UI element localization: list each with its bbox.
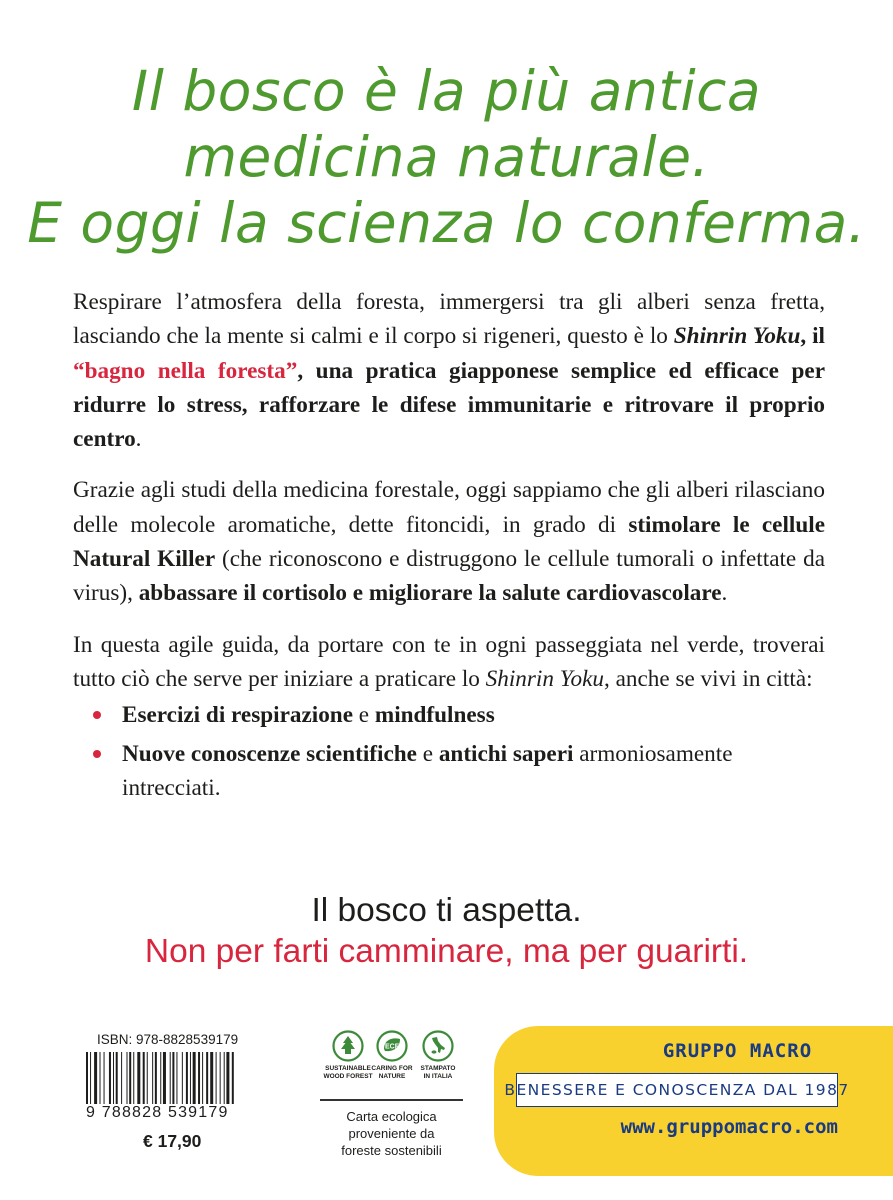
barcode-bar <box>133 1052 134 1104</box>
cert-3-line-1: STAMPATO <box>420 1065 456 1072</box>
p2-bold-1: stimolare le cellule Natural Killer <box>73 511 825 573</box>
barcode-bar <box>232 1052 234 1104</box>
publisher-url[interactable]: www.gruppomacro.com <box>620 1116 838 1138</box>
barcode-bar <box>86 1052 88 1104</box>
barcode-bar <box>224 1052 225 1104</box>
barcode-bar <box>226 1052 229 1104</box>
cert-2-line-1: CARING FOR <box>371 1065 413 1072</box>
isbn-label: ISBN: 978-8828539179 <box>97 1032 239 1047</box>
barcode-bar <box>109 1052 111 1104</box>
barcode-bar <box>186 1052 188 1104</box>
barcode-bar <box>104 1052 105 1104</box>
bullet-list <box>73 698 825 805</box>
barcode-bar <box>160 1052 161 1104</box>
barcode-bar <box>113 1052 114 1104</box>
barcode-bar <box>193 1052 196 1104</box>
cert-1-line-2: WOOD FOREST <box>323 1073 373 1080</box>
tagline-line-2: Non per farti camminare, ma per guarirti. <box>144 933 749 970</box>
p2-period: . <box>721 580 728 607</box>
barcode-bar <box>190 1052 191 1104</box>
barcode-bar <box>202 1052 203 1104</box>
p1-text-1: Respirare l’atmosfera della foresta, immergersi tra gli alberi senza fretta, lasciando che la mente si calmi e il corpo si rigeneri, questo è lo <box>73 289 825 350</box>
paragraph-3 <box>73 628 825 697</box>
barcode-bar <box>143 1052 145 1104</box>
p3-shinrin-yoku: Shinrin Yoku <box>485 665 604 692</box>
headline-line-2: medicina naturale. <box>183 125 710 189</box>
p3-text-3: , anche se vivi in città: <box>603 665 813 692</box>
body-text <box>73 285 825 809</box>
barcode-bar <box>176 1052 177 1104</box>
svg-text:ECF: ECF <box>385 1043 399 1051</box>
publisher-slogan-banner <box>504 1073 850 1107</box>
bullet-1-text: e <box>352 702 375 729</box>
barcode-bar <box>137 1052 140 1104</box>
cert-divider <box>320 1099 463 1101</box>
cert-made-in-italy <box>410 1030 466 1081</box>
barcode-bar <box>216 1052 217 1104</box>
tree-icon <box>332 1030 364 1062</box>
cert-1-line-1: SUSTAINABLE <box>325 1065 371 1072</box>
bullet-2-text-end: armoniosamente intrecciati. <box>122 740 733 801</box>
p3-text-1: In questa agile guida, da portare con te in ogni passeggiata nel verde, troverai tutto ciò che serve per iniziare a praticare lo <box>73 631 825 692</box>
headline-line-1: Il bosco è la più antica <box>131 59 762 123</box>
barcode-bar <box>172 1052 174 1104</box>
paragraph-1 <box>73 285 825 456</box>
p1-text-3: , il <box>800 323 825 350</box>
barcode-bar <box>210 1052 213 1104</box>
barcode-bar <box>182 1052 183 1104</box>
ecf-icon <box>376 1030 408 1062</box>
headline <box>0 58 893 256</box>
barcode-bar <box>170 1052 171 1104</box>
barcode-bar <box>100 1052 101 1104</box>
barcode-bar <box>116 1052 118 1104</box>
cert-caption-line-3: foreste sostenibili <box>341 1143 442 1158</box>
list-item <box>73 698 825 732</box>
barcode-bar <box>163 1052 166 1104</box>
barcode-digits: 9 788828 539179 <box>86 1104 229 1121</box>
p1-period: . <box>135 426 142 453</box>
cert-3-line-2: IN ITALIA <box>423 1073 453 1080</box>
cert-2-line-2: NATURE <box>378 1073 406 1080</box>
bullet-dot-icon <box>93 750 101 758</box>
italy-map-icon <box>422 1030 454 1062</box>
paragraph-2 <box>73 473 825 610</box>
list-item <box>73 737 825 806</box>
p2-bold-2: abbassare il cortisolo e migliorare la salute cardiovascolare <box>138 580 722 607</box>
bullet-2-bold-1: Nuove conoscenze scientifiche <box>122 740 417 767</box>
barcode-bar <box>206 1052 208 1104</box>
barcode-bar <box>90 1052 91 1104</box>
publisher-name: GRUPPO MACRO <box>662 1040 813 1062</box>
p1-shinrin-yoku: Shinrin Yoku <box>673 323 801 350</box>
barcode-bar <box>121 1052 122 1104</box>
barcode <box>86 1052 276 1104</box>
bullet-1-bold-2: mindfulness <box>374 702 495 729</box>
bullet-1-bold-1: Esercizi di respirazione <box>122 702 353 729</box>
publisher-slogan: BENESSERE E CONOSCENZA DAL 1987 <box>504 1081 850 1099</box>
p2-text-3: (che riconoscono e distruggono le cellule tumorali o infettate da virus), <box>73 546 826 607</box>
barcode-bar <box>94 1052 97 1104</box>
p1-bagno-nella-foresta: “bagno nella foresta” <box>73 357 298 384</box>
bullet-2-text: e <box>416 740 439 767</box>
barcode-bar <box>127 1052 128 1104</box>
cert-caption <box>320 1108 463 1159</box>
p1-bold-description: , una pratica giapponese semplice ed efficace per ridurre lo stress, rafforzare le difese immunitarie e ritrovare il proprio centro <box>73 357 825 453</box>
barcode-bar <box>129 1052 131 1104</box>
bullet-2-bold-2: antichi saperi <box>438 740 574 767</box>
cert-caption-line-1: Carta ecologica <box>346 1109 437 1124</box>
headline-line-3: E oggi la scienza lo conferma. <box>27 191 866 255</box>
barcode-bar <box>220 1052 221 1104</box>
barcode-bar <box>147 1052 148 1104</box>
barcode-bar <box>198 1052 200 1104</box>
bullet-dot-icon <box>93 711 101 719</box>
barcode-bar <box>152 1052 153 1104</box>
p2-text-1: Grazie agli studi della medicina forestale, oggi sappiamo che gli alberi rilasciano delle molecole aromatiche, dette fitoncidi, in grado di <box>73 477 825 538</box>
price: € 17,90 <box>143 1131 202 1151</box>
cert-caption-line-2: proveniente da <box>348 1126 435 1141</box>
tagline-line-1: Il bosco ti aspetta. <box>311 892 582 929</box>
barcode-bar <box>155 1052 157 1104</box>
